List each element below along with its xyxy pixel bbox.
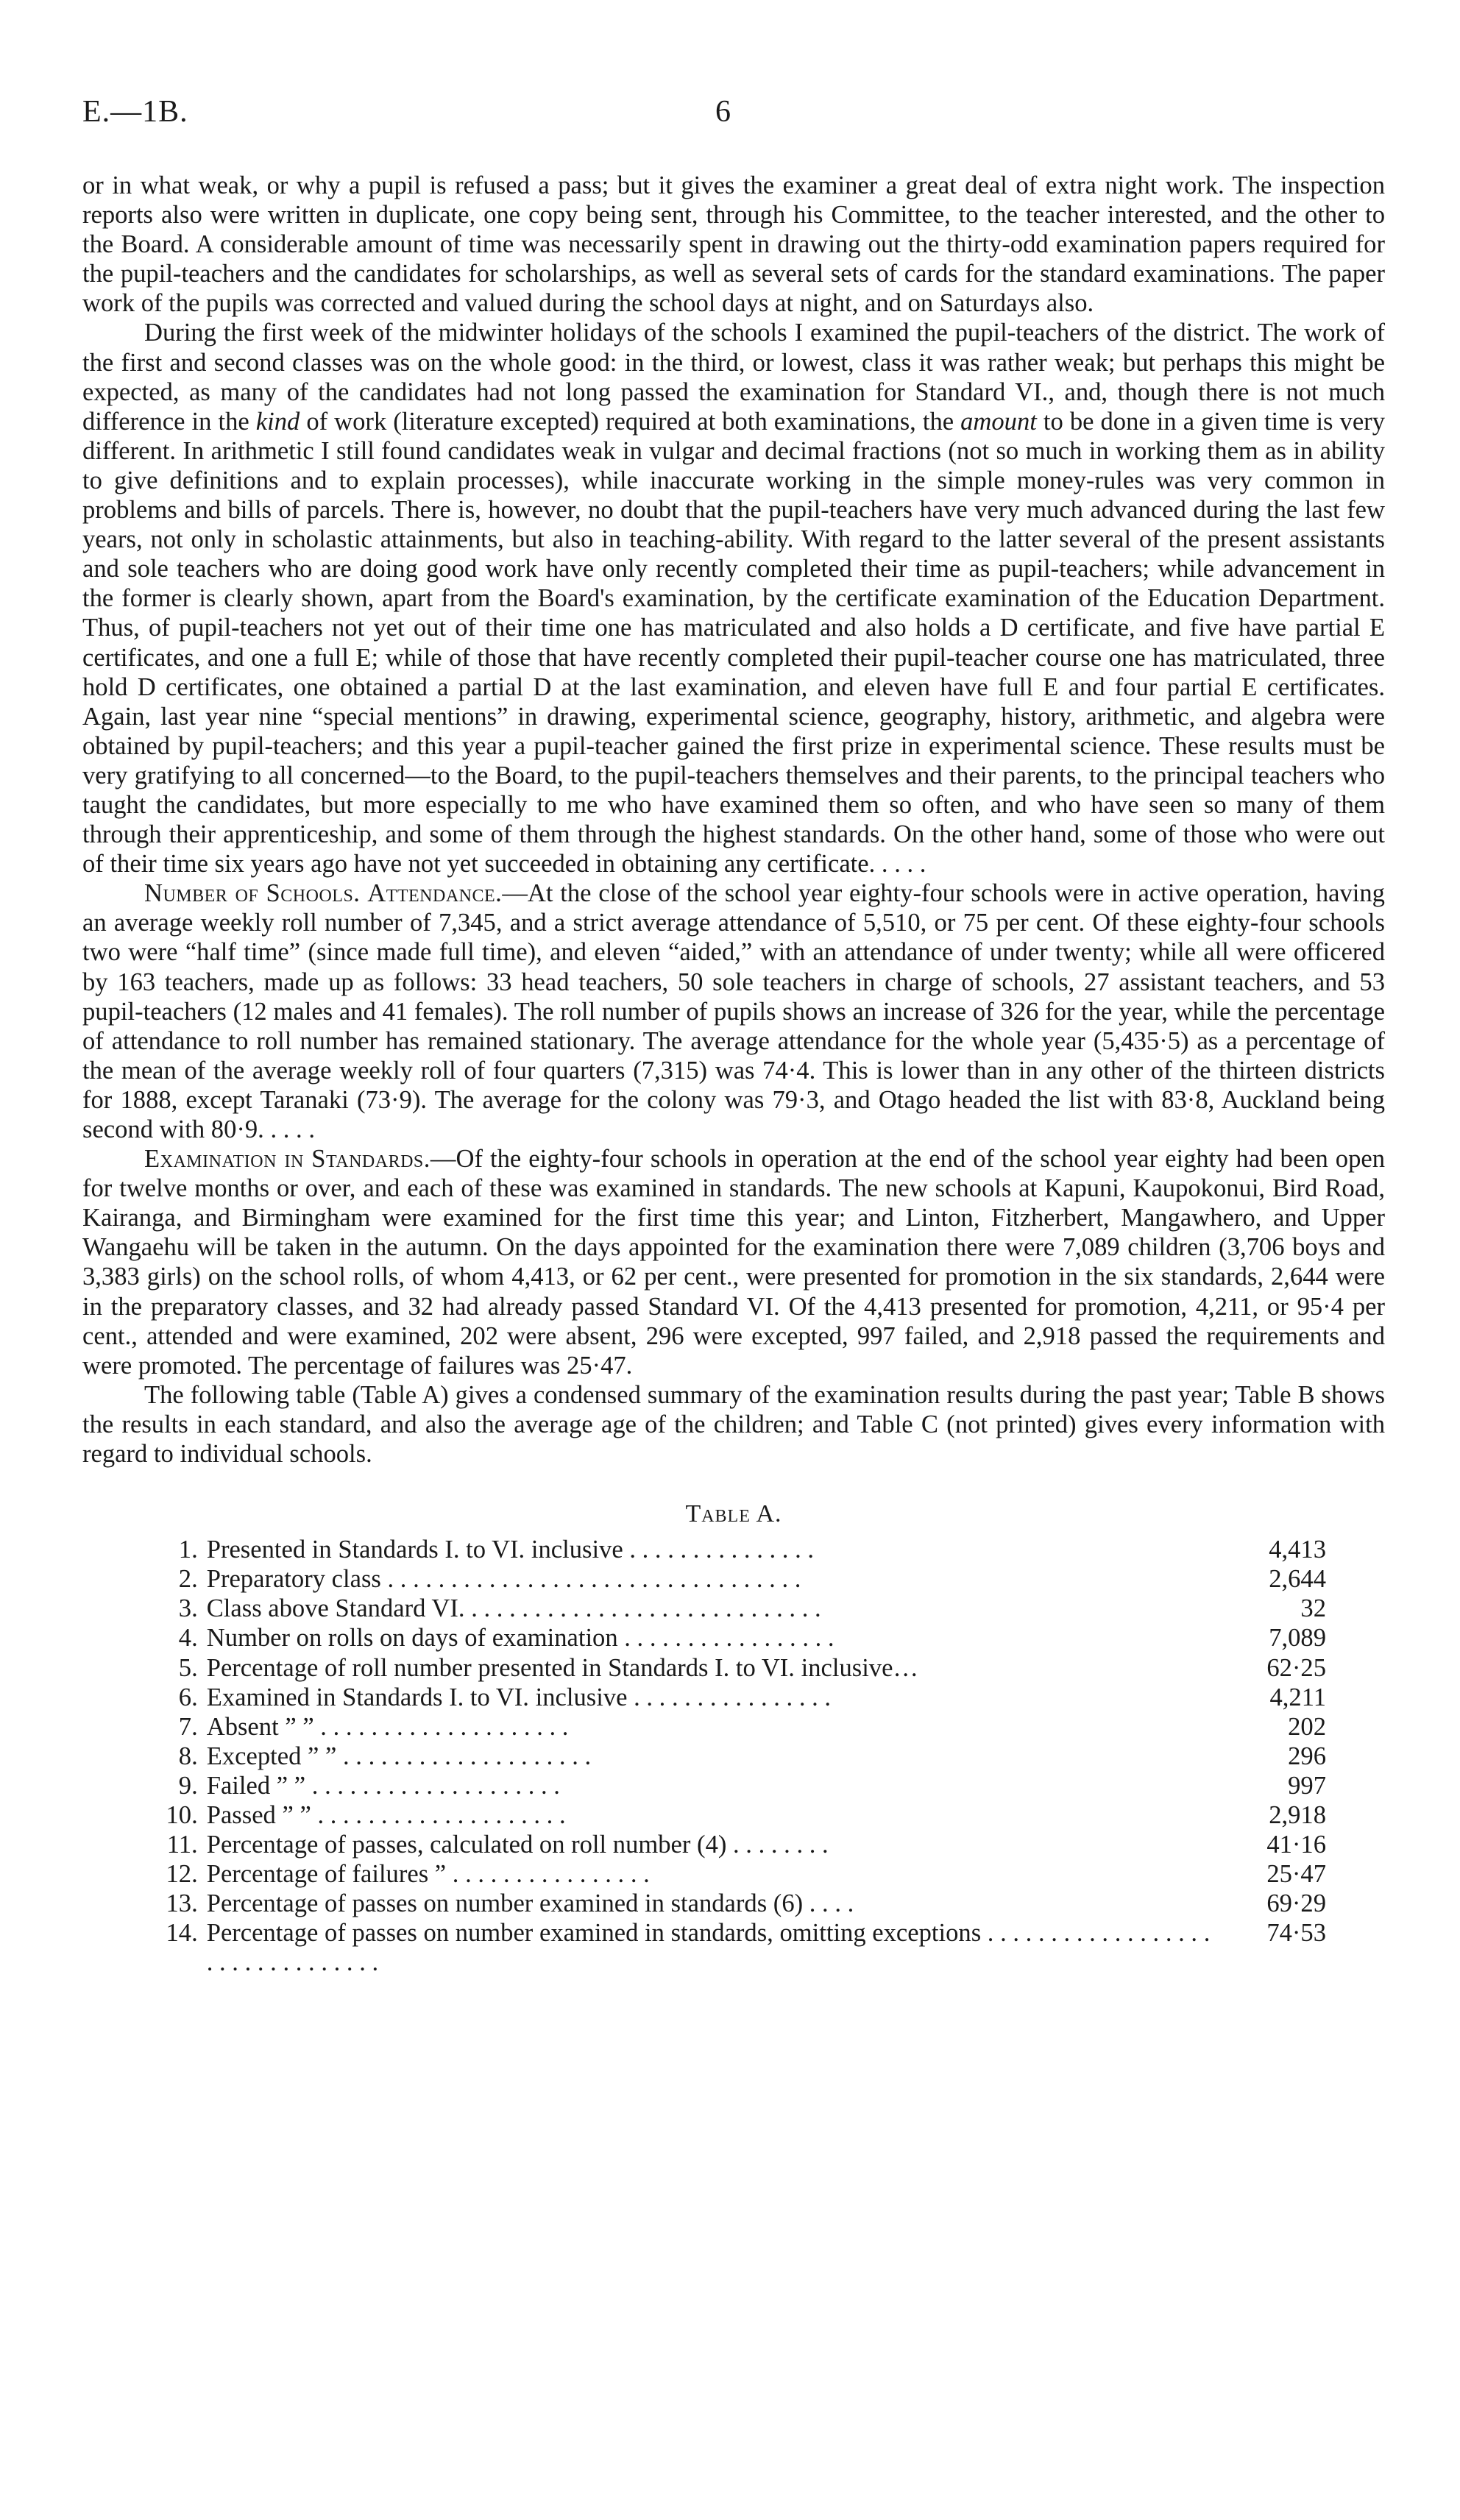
row-label: Excepted ” ” . . . . . . . . . . . . . . . . . . . .	[206, 1742, 592, 1770]
section-heading: Attendance.	[367, 879, 503, 908]
row-number: 1.	[178, 1536, 198, 1564]
row-number: 8.	[178, 1742, 198, 1770]
table-row	[149, 1918, 1326, 1977]
document-reference: E.—1B.	[82, 95, 188, 129]
paragraph-text: —Of the eighty-four schools in operation at the end of the school year eighty had been open for twelve months or over, and each of these was examined in standards. The new schools at Kapuni, Kaupokonui, Bird Road, Kairanga, and Birmingham were examined for the first time this year; and Linton, Fitzherbert, Mangawhero, and Upper Wangaehu will be taken in the autumn. On the days appointed for the examination there were 7,089 children (3,706 boys and 3,383 girls) on the school rolls, of whom 4,413, or 62 per cent., were presented for promotion in the six standards, 2,644 were in the preparatory classes, and 32 had already passed Standard VI. Of the 4,413 presented for promotion, 4,211, or 95·4 per cent., attended and were examined, 202 were absent, 296 were excepted, 997 failed, and 2,918 passed the requirements and were promoted. The percentage of failures was 25·47.	[82, 1145, 1385, 1380]
row-label: Class above Standard VI. . . . . . . . . . . . . . . . . . . . . . . . . . . . .	[206, 1594, 821, 1623]
row-value: 4,211	[1269, 1683, 1326, 1711]
table-row	[149, 1830, 1326, 1859]
row-label: Passed ” ” . . . . . . . . . . . . . . . . . . . .	[206, 1800, 566, 1829]
row-number: 7.	[178, 1712, 198, 1741]
row-value: 7,089	[1269, 1624, 1326, 1653]
row-value: 2,644	[1269, 1565, 1326, 1594]
row-label: Percentage of failures ” . . . . . . . . . . . . . . . .	[206, 1860, 650, 1889]
row-number: 12.	[166, 1860, 198, 1889]
paragraph-examination-in-standards	[82, 1144, 1385, 1380]
section-heading: Number of Schools.	[144, 879, 361, 908]
table-row	[149, 1859, 1326, 1889]
row-label: Percentage of passes on number examined in standards (6) . . . .	[206, 1889, 854, 1918]
row-value: 4,413	[1269, 1536, 1326, 1564]
row-label: Absent ” ” . . . . . . . . . . . . . . . . . . . .	[206, 1712, 569, 1741]
table-title: Table A.	[685, 1500, 782, 1528]
table-row	[149, 1653, 1326, 1683]
page-number: 6	[715, 95, 731, 129]
table-row	[149, 1594, 1326, 1623]
paragraph-pupil-teachers	[82, 318, 1385, 879]
row-label: Number on rolls on days of examination . . . . . . . . . . . . . . . . .	[206, 1624, 834, 1653]
row-label: Failed ” ” . . . . . . . . . . . . . . . . . . . .	[206, 1771, 560, 1800]
row-value: 997	[1288, 1771, 1326, 1800]
row-value: 74·53	[1266, 1919, 1326, 1948]
emphasis-amount: amount	[960, 407, 1037, 436]
section-heading: Examination in Standards.	[144, 1145, 430, 1174]
row-number: 3.	[178, 1594, 198, 1623]
row-label: Presented in Standards I. to VI. inclusive . . . . . . . . . . . . . . .	[206, 1536, 815, 1564]
paragraph-continued: or in what weak, or why a pupil is refused a pass; but it gives the examiner a great deal of extra night work. The inspection reports also were written in duplicate, one copy being sent, through his Committee, to the teacher interested, and the other to the Board. A considerable amount of time was necessarily spent in drawing out the thirty-odd examination papers required for the pupil-teachers and the candidates for scholarships, as well as several sets of cards for the standard examinations. The paper work of the pupils was corrected and valued during the school days at night, and on Saturdays also.	[82, 171, 1385, 318]
row-number: 9.	[178, 1771, 198, 1800]
table-row	[149, 1683, 1326, 1712]
row-number: 2.	[178, 1565, 198, 1594]
table-row	[149, 1889, 1326, 1918]
table-row	[149, 1712, 1326, 1742]
row-value: 32	[1300, 1594, 1326, 1623]
row-number: 6.	[178, 1683, 198, 1711]
row-value: 69·29	[1266, 1889, 1326, 1918]
paragraph-text: to be done in a given time is very different. In arithmetic I still found candidates weak in vulgar and decimal fractions (not so much in working them as in ability to give definitions and to explain processes), while inaccurate working in the simple money-rules was very common in problems and bills of parcels. There is, however, no doubt that the pupil-teachers have very much advanced during the last few years, not only in scholastic attainments, but also in teaching-ability. With regard to the latter several of the present assistants and sole teachers who are doing good work have only recently completed their time as pupil-teachers; while advancement in the former is clearly shown, apart from the Board's examination, by the certificate examination of the Education Department. Thus, of pupil-teachers not yet out of their time one has matriculated and also holds a D certificate, and five have partial E certificates, and one a full E; while of those that have recently completed their pupil-teacher course one has matriculated, three hold D certificates, one obtained a partial D at the last examination, and eleven have full E and four partial E certificates. Again, last year nine “special mentions” in drawing, experimental science, geography, history, arithmetic, and algebra were obtained by pupil-teachers; and this year a pupil-teacher gained the first prize in experimental science. These results must be very gratifying to all concerned—to the Board, to the pupil-teachers themselves and their parents, to the principal teachers who taught the candidates, but more especially to me who have examined them so often, and who have seen so many of them through their apprenticeship, and some of them through the highest standards. On the other hand, some of those who were out of their time six years ago have not yet succeeded in obtaining any certificate. . . . .	[82, 407, 1385, 879]
row-value: 2,918	[1269, 1800, 1326, 1829]
row-value: 202	[1288, 1712, 1326, 1741]
row-value: 62·25	[1266, 1653, 1326, 1682]
page-header	[82, 94, 1385, 138]
paragraph-text: During the first week of the midwinter holidays of the schools I examined the pupil-teachers of the district. The work of the first and second classes was on the whole good: in the third, or lowest, class it was rather weak; but perhaps this might be expected, as many of the candidates had not long passed the examination for Standard VI., and, though there is not much difference in the	[82, 319, 1385, 436]
row-number: 10.	[166, 1800, 198, 1829]
paragraph-table-intro: The following table (Table A) gives a condensed summary of the examination results during the past year; Table B shows the results in each standard, and also the average age of the children; and Table C (not printed) gives every information with regard to individual schools.	[82, 1380, 1385, 1469]
document-body	[82, 171, 1385, 1978]
row-number: 14.	[166, 1919, 198, 1948]
row-number: 11.	[166, 1831, 198, 1859]
row-value: 296	[1288, 1742, 1326, 1770]
row-number: 4.	[178, 1624, 198, 1653]
emphasis-kind: kind	[255, 407, 300, 436]
paragraph-text: of work (literature excepted) required at both examinations, the	[300, 407, 961, 436]
table-row	[149, 1771, 1326, 1800]
table-row	[149, 1535, 1326, 1564]
row-number: 5.	[178, 1653, 198, 1682]
table-row	[149, 1623, 1326, 1653]
row-value: 25·47	[1266, 1860, 1326, 1889]
table-row	[149, 1742, 1326, 1771]
table-a	[149, 1535, 1326, 1977]
row-label: Percentage of roll number presented in Standards I. to VI. inclusive…	[206, 1653, 919, 1682]
table-row	[149, 1564, 1326, 1594]
row-value: 41·16	[1266, 1831, 1326, 1859]
row-label: Percentage of passes on number examined in standards, omitting exceptions . . . . . . . . . . . . . . . . . . . . . . . . . . . . . . . .	[206, 1919, 1211, 1977]
row-label: Preparatory class . . . . . . . . . . . . . . . . . . . . . . . . . . . . . . . . .	[206, 1565, 801, 1594]
row-label: Examined in Standards I. to VI. inclusive . . . . . . . . . . . . . . . .	[206, 1683, 832, 1711]
row-label: Percentage of passes, calculated on roll number (4) . . . . . . . .	[206, 1831, 829, 1859]
table-row	[149, 1800, 1326, 1830]
row-number: 13.	[166, 1889, 198, 1918]
paragraph-text: —At the close of the school year eighty-four schools were in active operation, having an average weekly roll number of 7,345, and a strict average attendance of 5,510, or 75 per cent. Of these eighty-four schools two were “half time” (since made full time), and eleven “aided,” with an attendance of under twenty; while all were officered by 163 teachers, made up as follows: 33 head teachers, 50 sole teachers in charge of schools, 27 assistant teachers, and 53 pupil-teachers (12 males and 41 females). The roll number of pupils shows an increase of 326 for the year, while the percentage of attendance to roll number has remained stationary. The average attendance for the whole year (5,435·5) as a percentage of the mean of the average weekly roll of four quarters (7,315) was 74·4. This is lower than in any other of the thirteen districts for 1888, except Taranaki (73·9). The average for the colony was 79·3, and Otago headed the list with 83·8, Auckland being second with 80·9. . . . .	[82, 879, 1385, 1143]
paragraph-number-of-schools	[82, 879, 1385, 1144]
